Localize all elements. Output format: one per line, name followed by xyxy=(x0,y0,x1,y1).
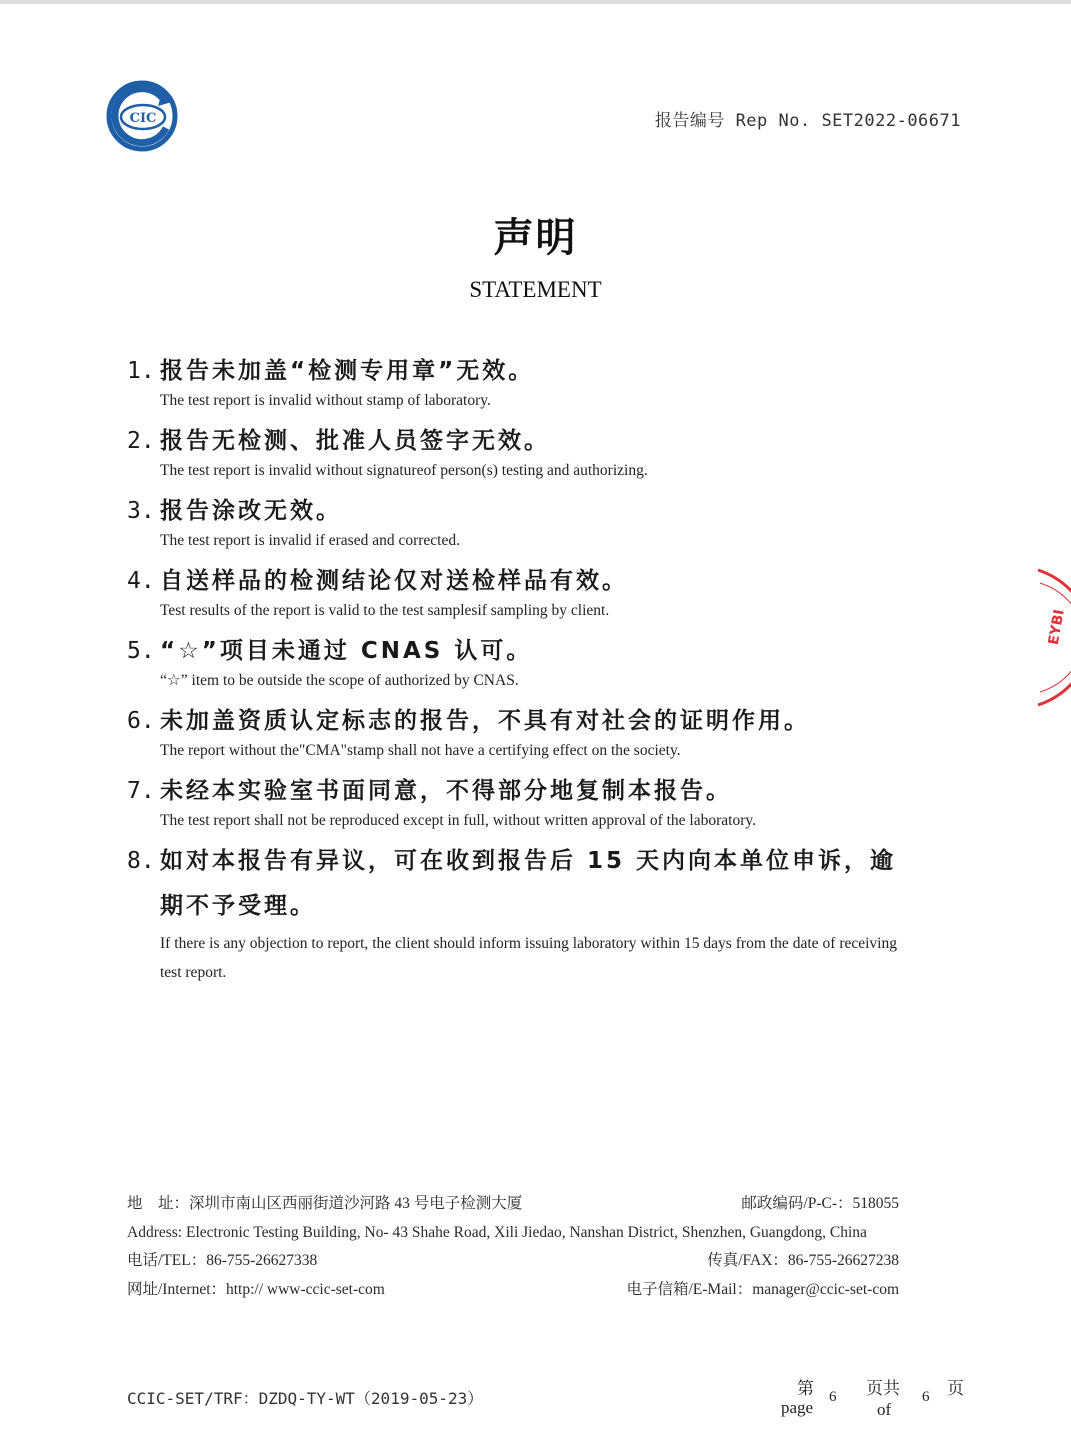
statement-english: The test report shall not be reproduced except in full, without written approval of the laboratory. xyxy=(160,812,756,829)
statement-chinese: 报告无检测、批准人员签字无效。 xyxy=(160,428,550,454)
statement-number: 1. xyxy=(127,358,155,384)
title-english: STATEMENT xyxy=(469,277,602,302)
statement-chinese: 自送样品的检测结论仅对送检样品有效。 xyxy=(160,568,628,594)
statement-item xyxy=(127,495,917,552)
fax: 传真/FAX：86-755-26627238 xyxy=(707,1252,899,1269)
statement-number: 7. xyxy=(127,778,155,804)
statement-item xyxy=(127,565,917,622)
statement-english: The report without the"CMA"stamp shall not have a certifying effect on the society. xyxy=(160,742,681,759)
statement-english: The test report is invalid if erased and corrected. xyxy=(160,532,460,549)
telephone: 电话/TEL：86-755-26627338 xyxy=(127,1252,318,1269)
statement-number: 2. xyxy=(127,428,155,454)
statement-number: 6. xyxy=(127,708,155,734)
statement-item xyxy=(127,775,917,832)
email-link[interactable]: 电子信箱/E-Mail：manager@ccic-set-com xyxy=(626,1280,899,1298)
scan-top-edge xyxy=(0,0,1071,4)
cic-logo xyxy=(106,80,178,152)
current-page: 6 xyxy=(829,1389,837,1405)
statement-chinese: “☆”项目未通过 CNAS 认可。 xyxy=(160,638,533,664)
internet-link[interactable]: 网址/Internet：http:// www-ccic-set-com xyxy=(127,1280,385,1298)
statement-item xyxy=(127,425,917,482)
report-number: 报告编号 Rep No. SET2022-06671 xyxy=(654,111,961,131)
statement-chinese: 未加盖资质认定标志的报告，不具有对社会的证明作用。 xyxy=(160,708,810,734)
address-chinese: 地 址：深圳市南山区西丽街道沙河路 43 号电子检测大厦 xyxy=(127,1195,523,1212)
statement-chinese: 报告未加盖“检测专用章”无效。 xyxy=(160,358,535,384)
statement-english: “☆” item to be outside the scope of authorized by CNAS. xyxy=(160,672,519,689)
of-label-en: of xyxy=(877,1400,892,1419)
statement-number: 4. xyxy=(127,568,155,594)
statement-english: If there is any objection to report, the client should inform issuing laboratory within 15 days from the date of receiving test report. xyxy=(160,935,897,981)
page-indicator xyxy=(775,1374,975,1424)
total-pages: 6 xyxy=(922,1389,930,1405)
statement-number: 8. xyxy=(127,848,155,874)
page-label-cn: 第 xyxy=(797,1379,814,1398)
statement-item xyxy=(127,355,917,412)
statement-english: Test results of the report is valid to the test samplesif sampling by client. xyxy=(160,602,610,619)
statement-item xyxy=(127,845,917,987)
statement-chinese: 未经本实验室书面同意，不得部分地复制本报告。 xyxy=(160,778,732,804)
statement-english: The test report is invalid without signatureof person(s) testing and authorizing. xyxy=(160,462,648,479)
statement-number: 3. xyxy=(127,498,155,524)
statement-list xyxy=(127,355,917,1000)
statement-item xyxy=(127,705,917,762)
title-chinese: 声明 xyxy=(493,215,578,261)
postcode: 邮政编码/P-C-：518055 xyxy=(741,1195,899,1212)
footer-contact xyxy=(127,1190,899,1304)
statement-chinese: 报告涂改无效。 xyxy=(160,498,342,524)
red-seal-stamp xyxy=(1036,565,1071,710)
address-english: Address: Electronic Testing Building, No- 43 Shahe Road, Xili Jiedao, Nanshan District, Shenzhen, Guangdong, China xyxy=(127,1223,867,1241)
statement-item xyxy=(127,635,917,692)
of-label-cn: 页共 xyxy=(866,1379,900,1398)
statement-english: The test report is invalid without stamp of laboratory. xyxy=(160,392,491,409)
statement-chinese: 如对本报告有异议，可在收到报告后 15 天内向本单位申诉，逾期不予受理。 xyxy=(160,848,897,919)
page-label-en: page xyxy=(781,1398,814,1417)
stamp-text: EYBI xyxy=(1045,608,1068,647)
logo-text: CIC xyxy=(129,111,157,126)
statement-number: 5. xyxy=(127,638,155,664)
page-end-label: 页 xyxy=(947,1379,964,1398)
form-code: CCIC-SET/TRF：DZDQ-TY-WT（2019-05-23） xyxy=(127,1389,484,1408)
